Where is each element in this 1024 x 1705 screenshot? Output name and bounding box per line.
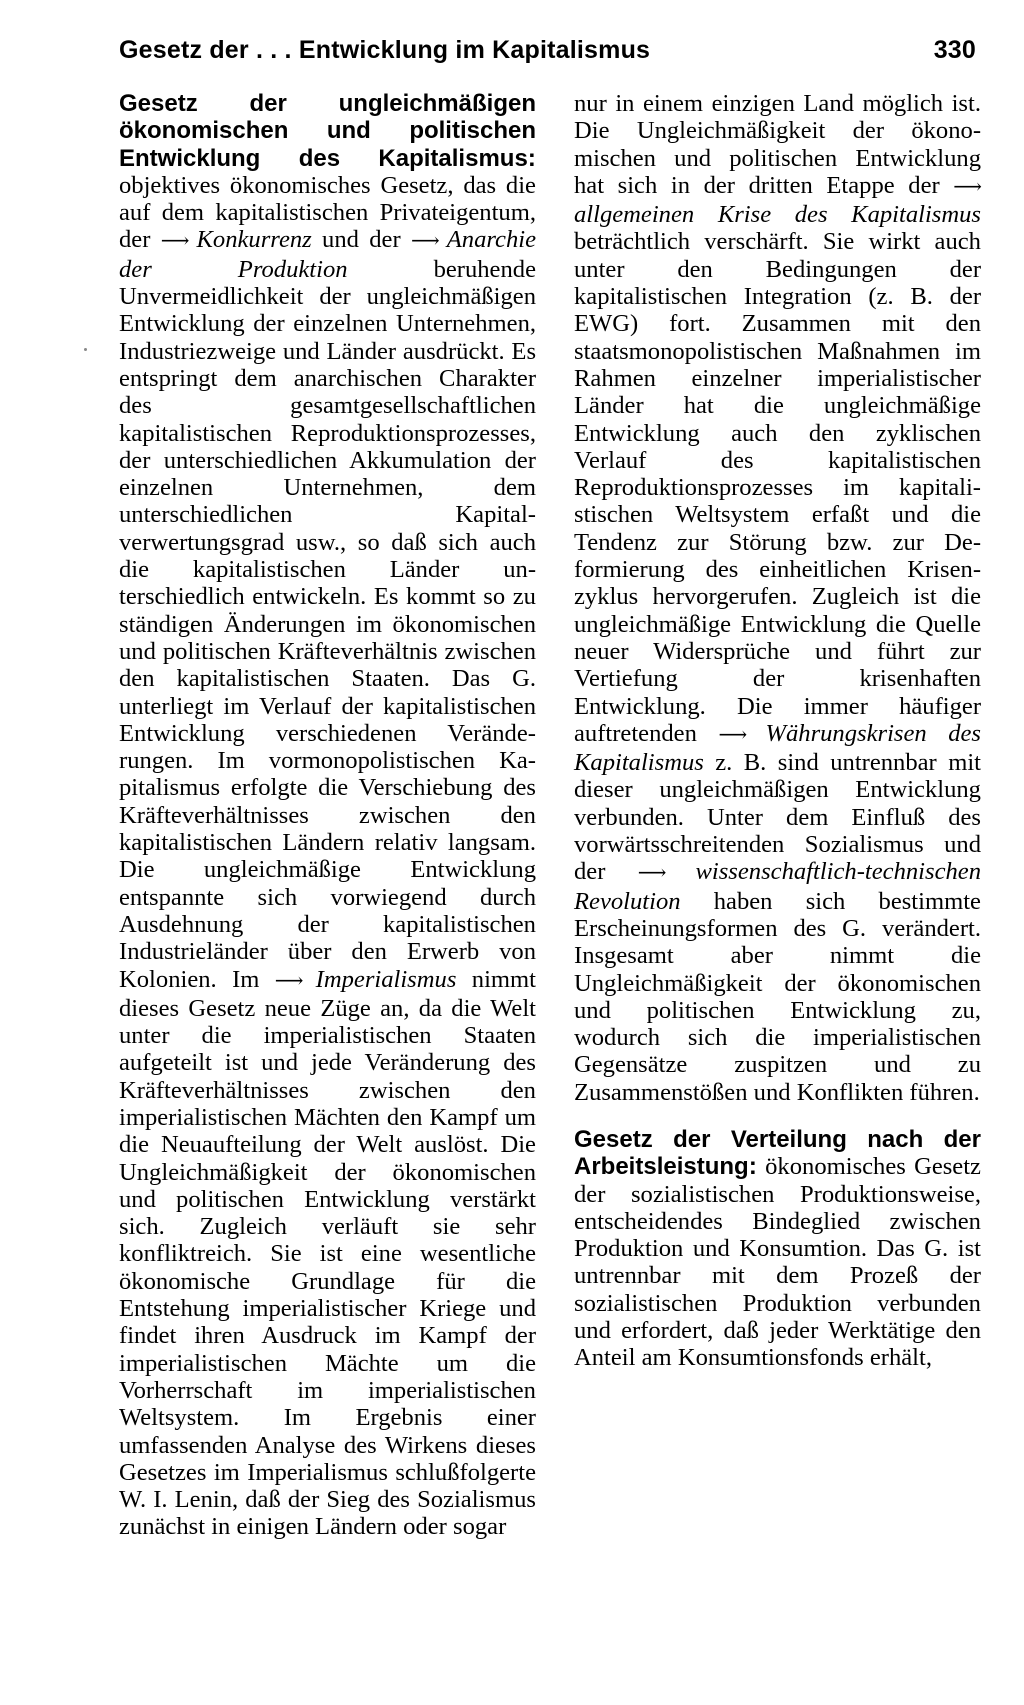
cross-reference-term: allgemeinen Krise des Kapitalismus [574, 201, 981, 229]
running-head-title: Gesetz der . . . Entwicklung im Kapitalismus [119, 36, 651, 64]
entry-term: Gesetz der ungleichmäßigen ökonomischen und politischen Entwicklung des Kapitalismus [119, 90, 536, 172]
cross-reference-arrow-icon: ⟶ [637, 862, 696, 885]
cross-reference-arrow-icon: ⟶ [718, 723, 766, 746]
cross-reference-arrow-icon: ⟶ [410, 230, 447, 253]
cross-reference-arrow-icon: ⟶ [274, 969, 316, 992]
cross-reference-arrow-icon: ⟶ [160, 230, 197, 253]
scan-speck [84, 348, 87, 351]
text-column-right [574, 90, 981, 1372]
entry-term-colon: : [527, 144, 536, 172]
dictionary-entry-continued: nur in einem einzigen Land möglich ist. Die Ungleichmäßigkeit der ökonomischen und politischen Entwicklung hat sich in der dritten Etappe der ⟶ allgemeinen Krise des Kapitalismus beträchtlich verschärft. Sie wirkt auch unter den Bedingungen der kapitalistischen Integration (z. B. der EWG) fort. Zusammen mit den staatsmonopolistischen Maßnahmen im Rahmen einzelner imperialistischer Länder hat die ungleichmäßige Entwicklung auch den zyklischen Verlauf des kapitalistischen Reproduktionsprozesses im kapitalistischen Weltsystem erfaßt und die Tendenz zur Störung bzw. zur Deformierung des einheitlichen Krisenzyklus hervorgerufen. Zugleich ist die ungleichmäßige Entwicklung die Quelle neuer Widersprüche und führt zur Vertiefung der krisenhaften Entwicklung. Die immer häufiger auftretenden ⟶ Währungskrisen des Kapitalismus z. B. sind untrennbar mit dieser ungleichmäßigen Entwicklung verbunden. Unter dem Einfluß des vorwärtsschreitenden Sozialismus und der ⟶ wissenschaftlich-technischen Revolution haben sich bestimmte Erscheinungsformen des G. verändert. Insgesamt aber nimmt die Ungleichmäßigkeit der ökonomischen und politischen Entwicklung zu, wodurch sich die imperialistischen Gegensätze zuspitzen und zu Zusammenstößen und Konflikten führen. [574, 90, 982, 1106]
dictionary-entry: Gesetz der Verteilung nach der Arbeitsleistung: ökonomisches Gesetz der sozialistischen Produktionsweise, entscheidendes Bindeglied zwischen Produktion und Konsumtion. Das G. ist untrennbar mit dem Prozeß der sozialistischen Produktion verbunden und erfordert, daß jeder Werktätige den Anteil am Konsumtionsfonds erhält, [574, 1125, 982, 1372]
cross-reference-term: Währungskrisen des Kapitalismus [574, 719, 982, 777]
cross-reference-term: Konkurrenz [196, 226, 312, 254]
cross-reference-arrow-icon: ⟶ [953, 175, 981, 198]
cross-reference-term: Anarchie der Produktion [119, 226, 536, 283]
cross-reference-term: Imperialismus [315, 965, 457, 993]
entry-term: Gesetz der Verteilung nach der Arbeitsleistung [574, 1125, 981, 1181]
dictionary-entry: Gesetz der ungleichmäßigen ökonomischen und politischen Entwicklung des Kapitalismus: objektives ökonomisches Gesetz, das die auf dem kapitalistischen Privateigentum, der ⟶ Konkurrenz und der ⟶ Anarchie der Produktion beruhende Unvermeidlichkeit der ungleichmäßigen Entwicklung der einzelnen Unternehmen, Industriezweige und Länder ausdrückt. Es entspringt dem anarchischen Charakter des gesamtgesellschaftlichen kapitalistischen Reproduktionsprozesses, der unterschiedlichen Akkumulation der einzelnen Unternehmen, dem unterschiedlichen Kapitalverwertungsgrad usw., so daß sich auch die kapitalistischen Länder unterschiedlich entwickeln. Es kommt so zu ständigen Änderungen im ökonomischen und politischen Kräfteverhältnis zwischen den kapitalistischen Staaten. Das G. unterliegt im Verlauf der kapitalistischen Entwicklung verschiedenen Veränderungen. Im vormonopolistischen Kapitalismus erfolgte die Verschiebung des Kräfteverhältnisses zwischen den kapitalistischen Ländern relativ langsam. Die ungleichmäßige Entwicklung entspannte sich vorwiegend durch Ausdehnung der kapitalistischen Industrieländer über den Erwerb von Kolonien. Im ⟶ Imperialismus nimmt dieses Gesetz neue Züge an, da die Welt unter die imperialistischen Staaten aufgeteilt ist und jede Veränderung des Kräfteverhältnisses zwischen den imperialistischen Mächten den Kampf um die Neuaufteilung der Welt auslöst. Die Ungleichmäßigkeit der ökonomischen und politischen Entwicklung verstärkt sich. Zugleich verläuft sie sehr konfliktreich. Sie ist eine wesentliche ökonomische Grundlage für die Entstehung imperialistischer Kriege und findet ihren Ausdruck im Kampf der imperialistischen Mächte um die Vorherrschaft im imperialistischen Weltsystem. Im Ergebnis einer umfassenden Analyse des Wirkens dieses Gesetzes im Imperialismus schlußfolgerte W. I. Lenin, daß der Sieg des Sozialismus zunächst in einigen Ländern oder sogar [119, 90, 537, 1541]
entry-term-colon: : [748, 1153, 757, 1181]
running-head [119, 36, 976, 76]
cross-reference-term: wissenschaftlich-technischen Revolution [574, 858, 981, 915]
text-column-left [119, 90, 536, 1541]
page-number: 330 [933, 36, 976, 64]
